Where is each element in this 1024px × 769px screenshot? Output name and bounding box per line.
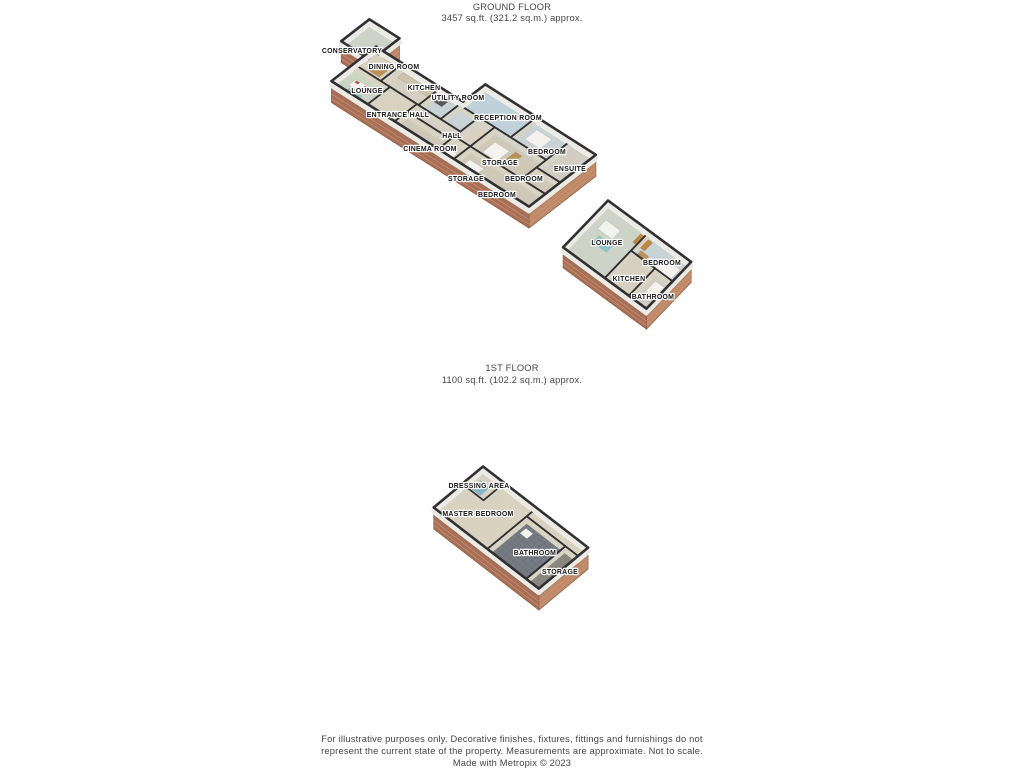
ground-floor-area: 3457 sq.ft. (321.2 sq.m.) approx. [441,13,583,23]
room-label-storage: STORAGE [541,569,579,576]
room-label-bathroom: BATHROOM [513,550,557,557]
first-floor-title: 1ST FLOOR [485,363,539,373]
room-label-lounge: LOUNGE [351,88,383,95]
room-label-bedroom2: BEDROOM [504,176,544,183]
room-label-hall: HALL [442,133,462,140]
room-label-bedroom3: BEDROOM [477,192,517,199]
disclaimer-line-3: Made with Metropix © 2023 [452,758,572,768]
room-label-lounge: LOUNGE [591,240,623,247]
room-label-bedroom1: BEDROOM [527,149,567,156]
room-label-entrance: ENTRANCE HALL [366,112,430,119]
room-label-storage2: STORAGE [447,176,485,183]
room-label-cinema: CINEMA ROOM [403,146,457,153]
room-label-storage1: STORAGE [481,160,519,167]
room-label-bedroom: BEDROOM [642,260,682,267]
room-label-master: MASTER BEDROOM [442,511,514,518]
room-label-dressing: DRESSING AREA [448,483,510,490]
room-label-reception: RECEPTION ROOM [474,115,542,122]
room-label-conservatory: CONSERVATORY [321,48,383,55]
room-label-kitchen: KITCHEN [612,276,646,283]
room-label-ensuite: ENSUITE [554,166,586,173]
room-label-bathroom: BATHROOM [631,294,675,301]
room-label-dining: DINING ROOM [368,64,420,71]
disclaimer-line-1: For illustrative purposes only. Decorative finishes, fixtures, fittings and furnishings do not [321,734,703,744]
room-label-kitchen: KITCHEN [407,85,441,92]
ground-floor-title: GROUND FLOOR [472,2,552,12]
room-label-utility: UTILITY ROOM [431,95,485,102]
first-floor-area: 1100 sq.ft. (102.2 sq.m.) approx. [441,375,583,385]
disclaimer-line-2: represent the current state of the property. Measurements are approximate. Not to scale. [321,746,703,756]
